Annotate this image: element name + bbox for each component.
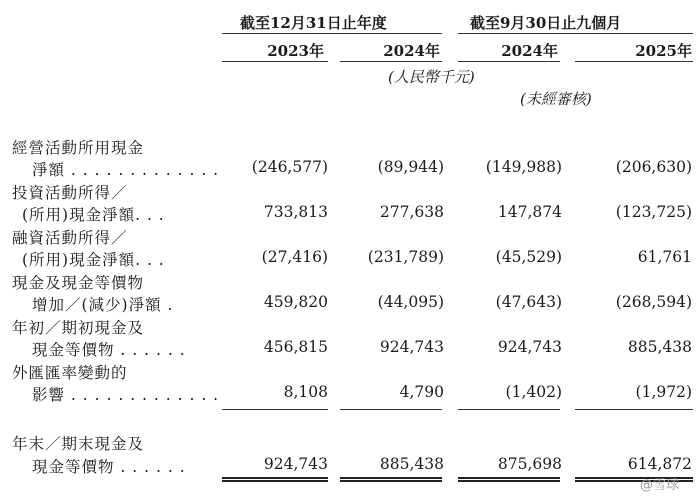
cell-closing-cash-9m2025: 614,872	[627, 455, 692, 473]
row-label-operating-line2: 淨額 . . . . . . . . . . . . .	[32, 161, 220, 179]
row-label-fx-line1: 外匯匯率變動的	[12, 364, 128, 382]
year-header-4: 2025年	[635, 42, 692, 60]
cell-opening-cash-9m2025: 885,438	[627, 338, 692, 356]
row-label-investing-line1: 投資活動所得／	[12, 184, 128, 202]
total-double-rule-2	[340, 477, 442, 482]
row-label-net-change-line2: 增加／(減少)淨額 .	[32, 296, 174, 314]
cell-operating-2023: (246,577)	[251, 158, 328, 176]
row-label-fx-line2: 影響 . . . . . . . . . . . . .	[32, 386, 220, 404]
cell-opening-cash-2023: 456,815	[263, 338, 328, 356]
subtotal-rule-2	[340, 409, 442, 410]
cell-net-change-2023: 459,820	[263, 293, 328, 311]
unit-label: (人民幣千元)	[388, 68, 475, 86]
cell-opening-cash-2024: 924,743	[379, 338, 444, 356]
subtotal-rule-3	[458, 409, 560, 410]
cell-operating-9m2025: (206,630)	[615, 158, 692, 176]
unaudited-label: (未經審核)	[520, 90, 592, 108]
cell-investing-9m2024: 147,874	[497, 203, 562, 221]
header-rule-9m	[458, 33, 693, 34]
cell-investing-2023: 733,813	[263, 203, 328, 221]
year-header-1: 2023年	[267, 42, 324, 60]
cell-fx-2023: 8,108	[283, 383, 328, 401]
watermark: @雪球	[640, 478, 680, 493]
year-rule-1	[222, 61, 328, 62]
cell-net-change-9m2024: (47,643)	[495, 293, 562, 311]
cell-fx-9m2024: (1,402)	[505, 383, 562, 401]
cell-investing-9m2025: (123,725)	[615, 203, 692, 221]
row-label-financing-line2: (所用)現金淨額. . .	[22, 251, 165, 269]
cell-financing-2024: (231,789)	[367, 248, 444, 266]
cell-investing-2024: 277,638	[379, 203, 444, 221]
subtotal-rule-4	[575, 409, 693, 410]
cell-fx-9m2025: (1,972)	[635, 383, 692, 401]
total-double-rule-1	[222, 477, 328, 482]
cell-financing-2023: (27,416)	[261, 248, 328, 266]
cell-net-change-2024: (44,095)	[377, 293, 444, 311]
cell-operating-9m2024: (149,988)	[485, 158, 562, 176]
row-label-financing-line1: 融資活動所得／	[12, 229, 128, 247]
cell-net-change-9m2025: (268,594)	[615, 293, 692, 311]
header-rule-fy	[222, 33, 442, 34]
row-label-investing-line2: (所用)現金淨額. . .	[22, 206, 165, 224]
row-label-operating-line1: 經營活動所用現金	[12, 139, 145, 157]
row-label-closing-cash-line1: 年末／期末現金及	[12, 435, 145, 453]
cell-fx-2024: 4,790	[399, 383, 444, 401]
cell-operating-2024: (89,944)	[377, 158, 444, 176]
row-label-net-change-line1: 現金及現金等價物	[12, 274, 145, 292]
cell-opening-cash-9m2024: 924,743	[497, 338, 562, 356]
year-rule-3	[458, 61, 560, 62]
subtotal-rule-1	[222, 409, 328, 410]
year-header-3: 2024年	[501, 42, 558, 60]
header-group-nine-months: 截至9月30日止九個月	[470, 14, 622, 32]
cell-financing-9m2024: (45,529)	[495, 248, 562, 266]
row-label-opening-cash-line1: 年初／期初現金及	[12, 319, 145, 337]
cell-closing-cash-2024: 885,438	[379, 455, 444, 473]
row-label-opening-cash-line2: 現金等價物 . . . . . .	[32, 341, 186, 359]
cell-closing-cash-2023: 924,743	[263, 455, 328, 473]
cell-financing-9m2025: 61,761	[637, 248, 692, 266]
total-double-rule-3	[458, 477, 560, 482]
year-header-2: 2024年	[383, 42, 440, 60]
year-rule-2	[340, 61, 442, 62]
year-rule-4	[575, 61, 693, 62]
cell-closing-cash-9m2024: 875,698	[497, 455, 562, 473]
header-group-fiscal-year: 截至12月31日止年度	[240, 14, 387, 32]
row-label-closing-cash-line2: 現金等價物 . . . . . .	[32, 458, 186, 476]
